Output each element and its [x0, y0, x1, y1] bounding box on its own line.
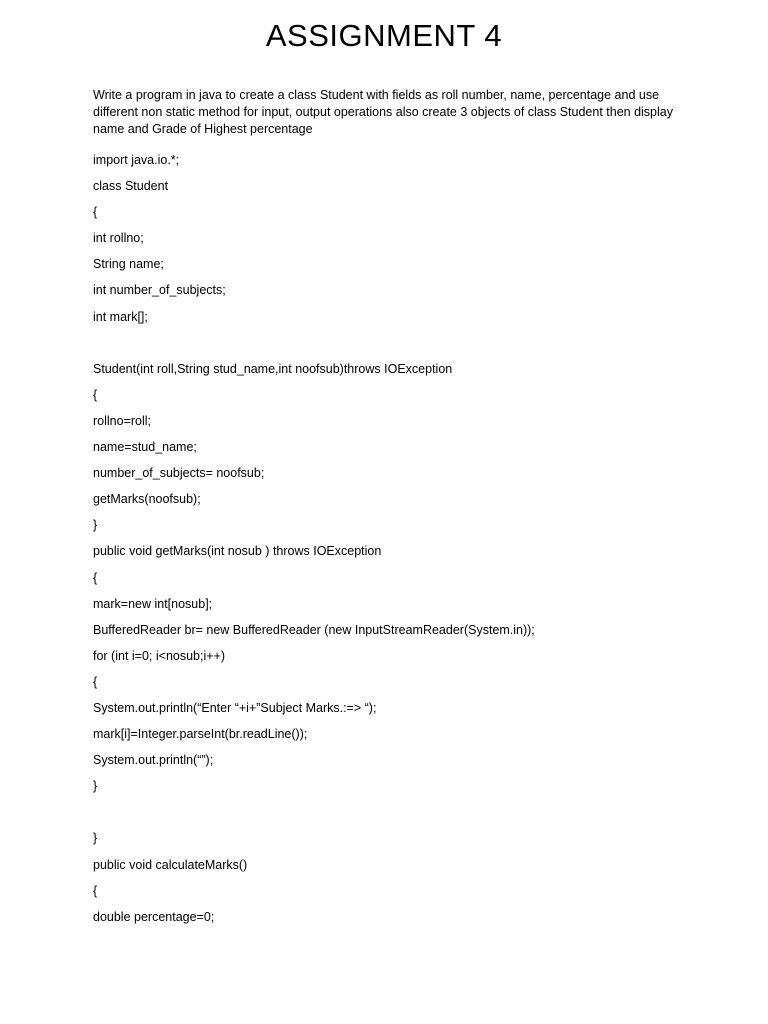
code-line: public void getMarks(int nosub ) throws IOException — [93, 544, 382, 559]
code-line: name=stud_name; — [93, 440, 197, 455]
code-line: { — [93, 570, 98, 585]
code-line: BufferedReader br= new BufferedReader (new InputStreamReader(System.in)); — [93, 622, 535, 637]
code-line: } — [93, 831, 98, 846]
code-line: { — [93, 205, 98, 220]
code-line — [93, 803, 713, 829]
code-line: } — [93, 779, 98, 794]
document-title: ASSIGNMENT 4 — [265, 18, 503, 53]
code-line: String name; — [93, 257, 164, 272]
code-line — [93, 334, 713, 360]
code-block — [93, 151, 713, 934]
code-line: } — [93, 518, 98, 533]
code-line: import java.io.*; — [93, 153, 180, 167]
code-line: getMarks(noofsub); — [93, 492, 201, 507]
assignment-description: Write a program in java to create a class Student with fields as roll number, name, percentage and use different non static method for input, output operations also create 3 objects of class Student then display name and Grade of Highest percentage — [93, 88, 673, 136]
code-line: int number_of_subjects; — [93, 283, 226, 298]
code-line: System.out.println(“”); — [93, 753, 214, 768]
code-line: double percentage=0; — [93, 909, 215, 924]
code-line: Student(int roll,String stud_name,int noofsub)throws IOException — [93, 361, 453, 376]
code-line: mark[i]=Integer.parseInt(br.readLine()); — [93, 727, 308, 742]
code-line: { — [93, 387, 98, 402]
code-line: for (int i=0; i<nosub;i++) — [93, 648, 226, 663]
code-line: number_of_subjects= noofsub; — [93, 466, 265, 481]
code-line: int rollno; — [93, 231, 144, 246]
code-line: { — [93, 883, 98, 898]
code-line: int mark[]; — [93, 309, 148, 324]
code-line: class Student — [93, 179, 169, 194]
code-line: System.out.println(“Enter “+i+”Subject Marks.:=> “); — [93, 700, 377, 715]
code-line: rollno=roll; — [93, 413, 152, 428]
code-line: mark=new int[nosub]; — [93, 596, 213, 611]
code-line: public void calculateMarks() — [93, 857, 248, 872]
code-line: { — [93, 674, 98, 689]
